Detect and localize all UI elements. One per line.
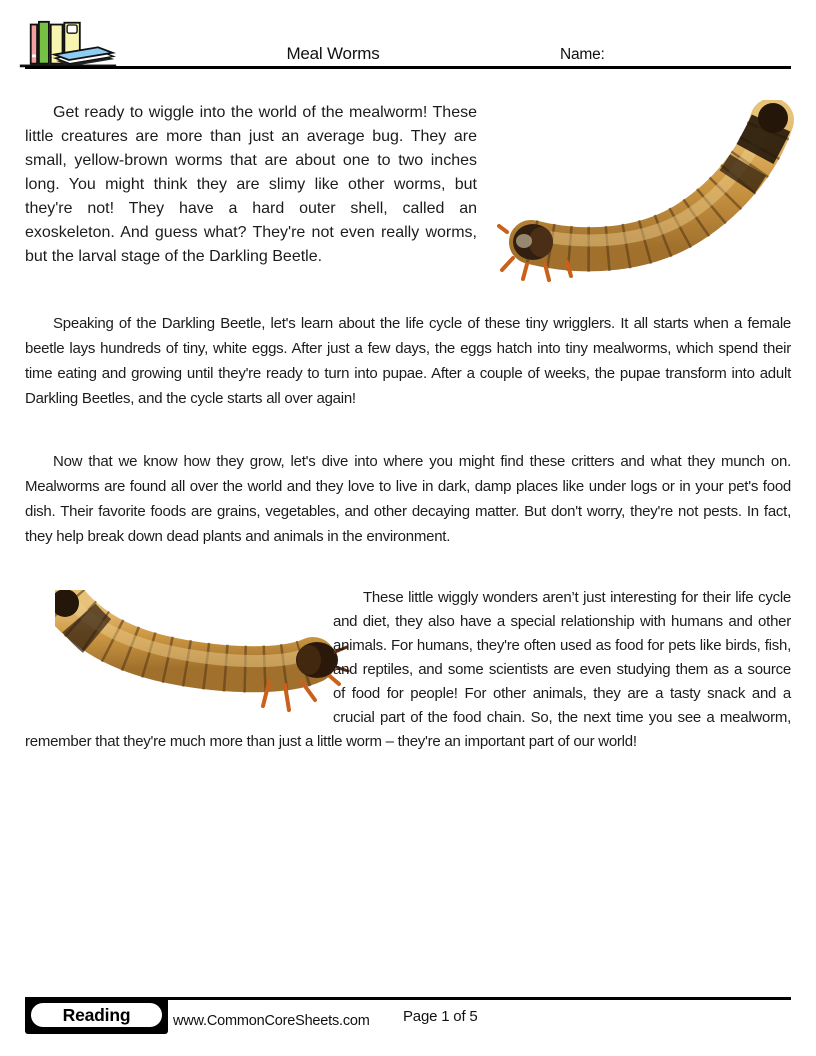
paragraph-intro: Get ready to wiggle into the world of the mealworm! These little creatures are more than just an average bug. They are small, yellow-brown worms that are about one to two inches long. You might think they are slimy like other worms, but they're not! They have a hard outer shell, called an exoskeleton. And guess what? They're not even really worms, but the larval stage of the Darkling Beetle.	[25, 104, 477, 265]
paragraph-life-cycle: Speaking of the Darkling Beetle, let's learn about the life cycle of these tiny wrigglers. It all starts when a female beetle lays hundreds of tiny, white eggs. After just a few days, the eggs hatch into tiny mealworms, which spend their time eating and growing until they're ready to turn into pupae. After a couple of weeks, the pupae transform into adult Darkling Beetles, and the cycle starts all over again!	[25, 315, 791, 407]
category-badge	[25, 997, 168, 1034]
website-link: www.CommonCoreSheets.com	[173, 1013, 370, 1029]
page-number: Page 1 of 5	[403, 1008, 478, 1025]
paragraph-relationship	[25, 586, 791, 754]
paragraph-habitat: Now that we know how they grow, let's dive into where you might find these critters and what they munch on. Mealworms are found all over the world and they love to live in dark, damp places like under logs or in your pet's food dish. Their favorite foods are grains, vegetables, and other decaying matter. But don't worry, they're not pests. In fact, they help break down dead plants and animals in the environment.	[25, 453, 791, 545]
name-label: Name:	[560, 46, 605, 63]
paragraph-relationship-text: These little wiggly wonders aren’t just interesting for their life cycle and diet, they also have a special relationship with humans and other animals. For humans, they're often used as food for pets like birds, fish, and reptiles, and some scientists are even studying them as a source of food for people! For other animals, they are a tasty snack and a crucial part of the food chain. So, the next time you see a mealworm, remember that they're much more than just a little worm – they're an important part of our world!	[25, 589, 791, 750]
page-title: Meal Worms	[286, 44, 380, 63]
header-rule	[25, 66, 791, 69]
mealworm-image-bottom	[25, 586, 331, 728]
category-badge-label: Reading	[29, 1001, 164, 1029]
books-logo-icon	[18, 10, 118, 70]
mealworm-image-top	[497, 100, 797, 300]
